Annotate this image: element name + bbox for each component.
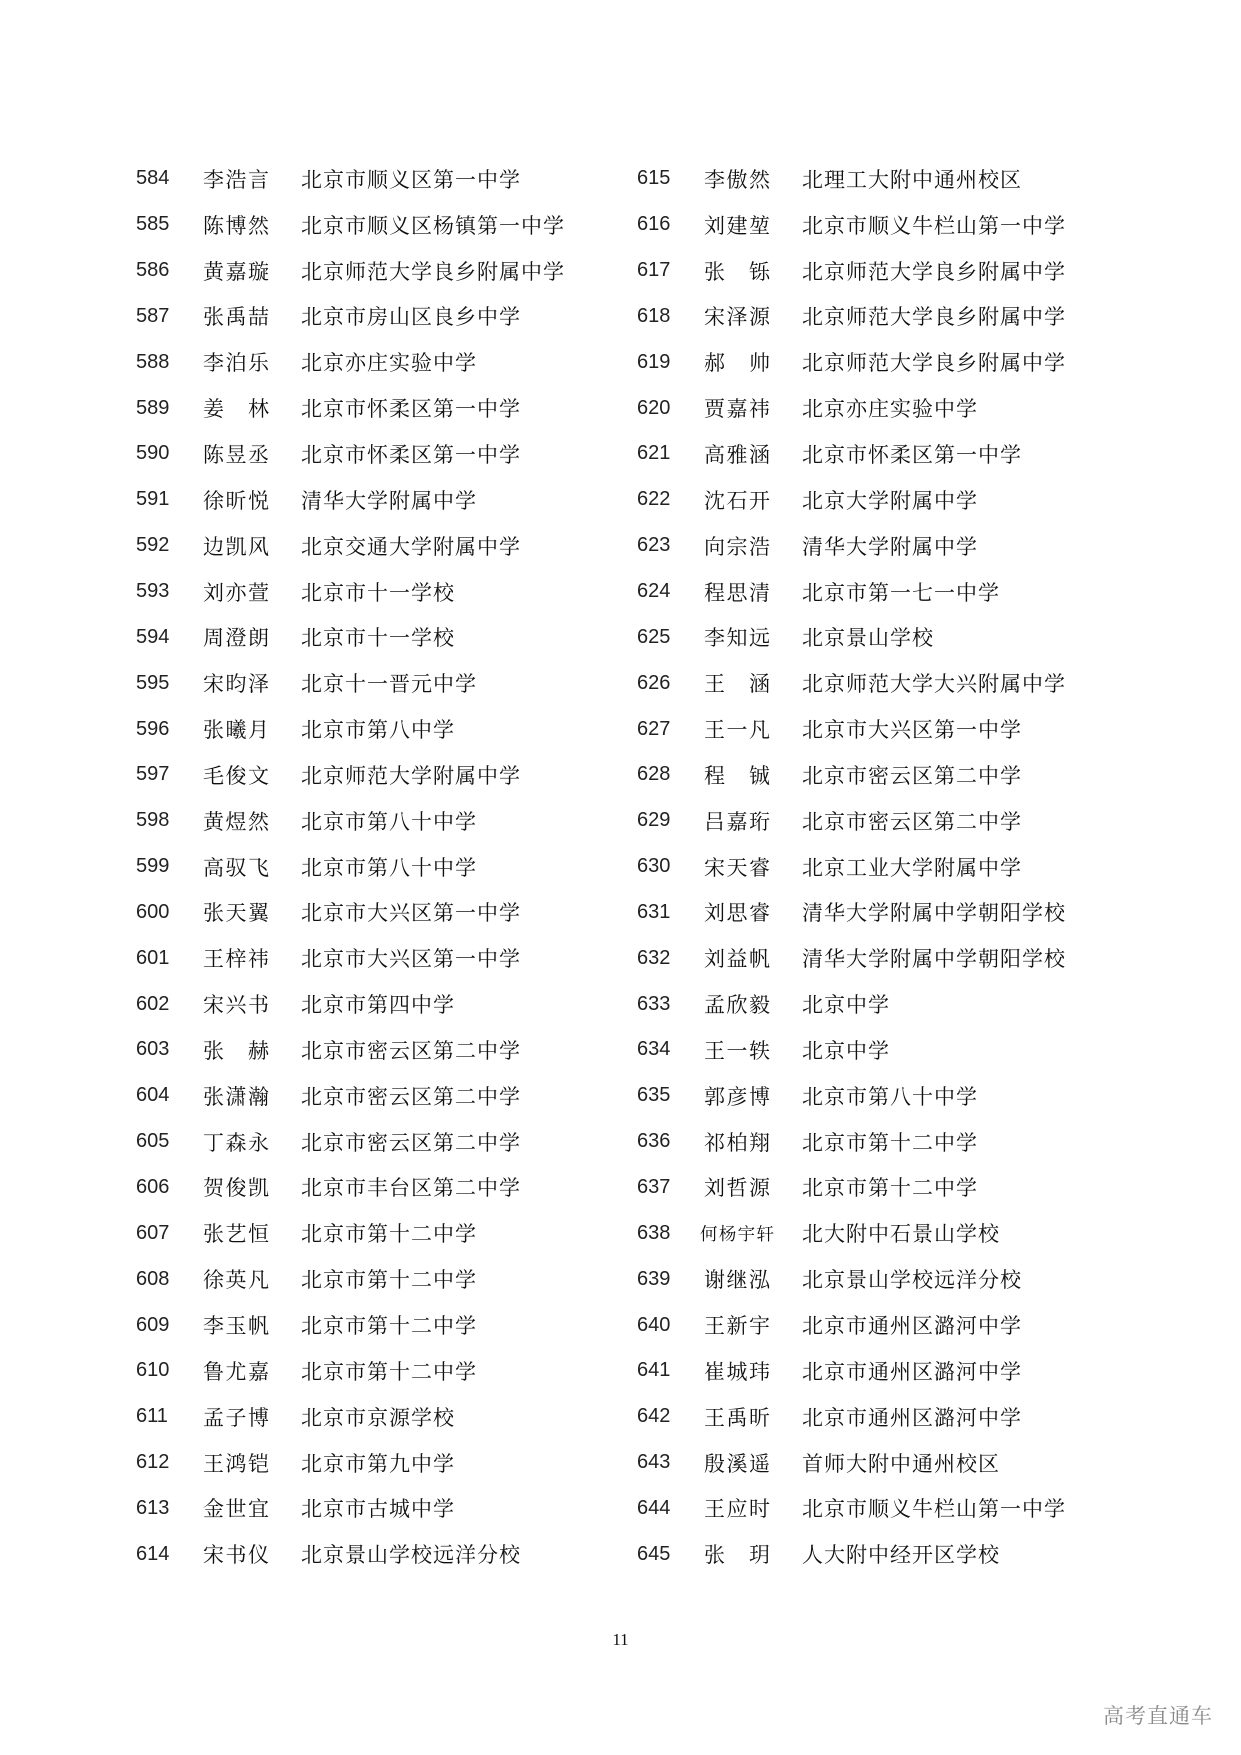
school-cell: 北京市京源学校 xyxy=(301,1405,455,1430)
name-cell: 高雅涵 xyxy=(704,442,770,467)
list-item xyxy=(136,339,565,385)
number-cell: 618 xyxy=(637,304,671,327)
number-cell: 602 xyxy=(136,992,170,1015)
list-item xyxy=(637,202,1066,248)
name-cell: 李泊乐 xyxy=(203,351,269,376)
school-cell: 北京亦庄实验中学 xyxy=(802,397,978,422)
name-cell: 李玉帆 xyxy=(203,1314,269,1339)
number-cell: 643 xyxy=(637,1451,671,1474)
name-cell: 徐昕悦 xyxy=(203,488,269,513)
number-cell: 636 xyxy=(637,1130,671,1153)
name-cell: 王应时 xyxy=(704,1497,770,1522)
school-cell: 北京市怀柔区第一中学 xyxy=(802,442,1022,467)
number-cell: 620 xyxy=(637,396,671,419)
number-cell: 589 xyxy=(136,396,170,419)
name-cell: 张赫 xyxy=(203,1038,269,1063)
name-cell: 黄嘉璇 xyxy=(203,259,269,284)
name-cell: 金世宜 xyxy=(203,1497,269,1522)
number-cell: 606 xyxy=(136,1175,170,1198)
list-item xyxy=(637,844,1066,890)
number-cell: 612 xyxy=(136,1451,170,1474)
number-cell: 615 xyxy=(637,167,671,190)
list-item xyxy=(136,1485,565,1531)
name-cell: 刘益帆 xyxy=(704,947,770,972)
school-cell: 北京师范大学良乡附属中学 xyxy=(802,305,1066,330)
school-cell: 北京市怀柔区第一中学 xyxy=(301,442,521,467)
school-cell: 北京景山学校远洋分校 xyxy=(301,1543,521,1568)
school-cell: 北京大学附属中学 xyxy=(802,488,978,513)
number-cell: 597 xyxy=(136,763,170,786)
name-cell: 王一凡 xyxy=(704,718,770,743)
list-item xyxy=(136,431,565,477)
name-cell: 张玥 xyxy=(704,1543,770,1568)
number-cell: 640 xyxy=(637,1313,671,1336)
list-item xyxy=(136,614,565,660)
list-item xyxy=(637,935,1066,981)
school-cell: 北京市第十二中学 xyxy=(301,1222,477,1247)
number-cell: 584 xyxy=(136,167,170,190)
school-cell: 北京师范大学良乡附属中学 xyxy=(301,259,565,284)
name-cell: 张禹喆 xyxy=(203,305,269,330)
school-cell: 北京市密云区第二中学 xyxy=(802,809,1022,834)
list-item xyxy=(637,1440,1066,1486)
list-item xyxy=(637,294,1066,340)
school-cell: 北京市第十二中学 xyxy=(802,1130,978,1155)
left-column xyxy=(136,156,565,1577)
name-cell: 张艺恒 xyxy=(203,1222,269,1247)
name-cell: 向宗浩 xyxy=(704,534,770,559)
list-item xyxy=(136,1348,565,1394)
number-cell: 585 xyxy=(136,213,170,236)
name-cell: 何杨宇轩 xyxy=(700,1224,774,1245)
list-item xyxy=(136,1531,565,1577)
school-cell: 北京市第十二中学 xyxy=(301,1314,477,1339)
list-item xyxy=(637,385,1066,431)
name-cell: 高驭飞 xyxy=(203,855,269,880)
list-item xyxy=(637,1165,1066,1211)
school-cell: 北京市十一学校 xyxy=(301,626,455,651)
school-cell: 北大附中石景山学校 xyxy=(802,1222,1000,1247)
school-cell: 北京师范大学大兴附属中学 xyxy=(802,672,1066,697)
school-cell: 北京中学 xyxy=(802,1038,890,1063)
school-cell: 北京交通大学附属中学 xyxy=(301,534,521,559)
number-cell: 637 xyxy=(637,1175,671,1198)
name-cell: 张潇瀚 xyxy=(203,1084,269,1109)
list-item xyxy=(136,935,565,981)
school-cell: 人大附中经开区学校 xyxy=(802,1543,1000,1568)
name-cell: 毛俊文 xyxy=(203,763,269,788)
number-cell: 633 xyxy=(637,992,671,1015)
school-cell: 北京市通州区潞河中学 xyxy=(802,1405,1022,1430)
school-cell: 北京市第九中学 xyxy=(301,1451,455,1476)
name-cell: 王禹昕 xyxy=(704,1405,770,1430)
number-cell: 605 xyxy=(136,1130,170,1153)
school-cell: 北京景山学校远洋分校 xyxy=(802,1268,1022,1293)
number-cell: 645 xyxy=(637,1542,671,1565)
name-cell: 刘建堃 xyxy=(704,213,770,238)
number-cell: 619 xyxy=(637,350,671,373)
name-cell: 王涵 xyxy=(704,672,770,697)
number-cell: 626 xyxy=(637,671,671,694)
list-item xyxy=(637,1073,1066,1119)
name-cell: 王梓祎 xyxy=(203,947,269,972)
school-cell: 北京市第八十中学 xyxy=(301,809,477,834)
school-cell: 北京市顺义牛栏山第一中学 xyxy=(802,213,1066,238)
list-item xyxy=(637,431,1066,477)
list-item xyxy=(637,156,1066,202)
name-cell: 李知远 xyxy=(704,626,770,651)
name-cell: 孟欣毅 xyxy=(704,993,770,1018)
school-cell: 北京师范大学良乡附属中学 xyxy=(802,351,1066,376)
school-cell: 北京市第十二中学 xyxy=(301,1359,477,1384)
school-cell: 北京市第八十中学 xyxy=(802,1084,978,1109)
school-cell: 北京市大兴区第一中学 xyxy=(802,718,1022,743)
name-cell: 郭彦博 xyxy=(704,1084,770,1109)
number-cell: 641 xyxy=(637,1359,671,1382)
school-cell: 北京市第十二中学 xyxy=(802,1176,978,1201)
number-cell: 608 xyxy=(136,1267,170,1290)
number-cell: 609 xyxy=(136,1313,170,1336)
name-cell: 郝帅 xyxy=(704,351,770,376)
list-item xyxy=(136,1256,565,1302)
number-cell: 629 xyxy=(637,809,671,832)
name-cell: 王新宇 xyxy=(704,1314,770,1339)
school-cell: 北京市十一学校 xyxy=(301,580,455,605)
number-cell: 613 xyxy=(136,1496,170,1519)
school-cell: 北京市顺义区第一中学 xyxy=(301,167,521,192)
list-item xyxy=(637,1210,1066,1256)
name-cell: 宋书仪 xyxy=(203,1543,269,1568)
list-item xyxy=(637,1027,1066,1073)
number-cell: 617 xyxy=(637,259,671,282)
list-item xyxy=(136,1440,565,1486)
number-cell: 586 xyxy=(136,259,170,282)
school-cell: 北京市怀柔区第一中学 xyxy=(301,397,521,422)
name-cell: 殷溪遥 xyxy=(704,1451,770,1476)
number-cell: 634 xyxy=(637,1038,671,1061)
name-cell: 王鸿铠 xyxy=(203,1451,269,1476)
name-cell: 沈石开 xyxy=(704,488,770,513)
number-cell: 607 xyxy=(136,1221,170,1244)
number-cell: 621 xyxy=(637,442,671,465)
number-cell: 611 xyxy=(136,1405,168,1428)
number-cell: 588 xyxy=(136,350,170,373)
number-cell: 638 xyxy=(637,1221,671,1244)
name-cell: 孟子博 xyxy=(203,1405,269,1430)
list-item xyxy=(637,1302,1066,1348)
list-item xyxy=(637,614,1066,660)
school-cell: 北理工大附中通州校区 xyxy=(802,167,1022,192)
name-cell: 宋兴书 xyxy=(203,993,269,1018)
school-cell: 北京亦庄实验中学 xyxy=(301,351,477,376)
school-cell: 北京市丰台区第二中学 xyxy=(301,1176,521,1201)
name-cell: 李浩言 xyxy=(203,167,269,192)
name-cell: 谢继泓 xyxy=(704,1268,770,1293)
list-item xyxy=(637,339,1066,385)
number-cell: 610 xyxy=(136,1359,170,1382)
name-cell: 崔城玮 xyxy=(704,1359,770,1384)
list-item xyxy=(637,798,1066,844)
list-item xyxy=(136,844,565,890)
page-number: 11 xyxy=(612,1630,629,1649)
school-cell: 北京师范大学附属中学 xyxy=(301,763,521,788)
school-cell: 北京市密云区第二中学 xyxy=(301,1084,521,1109)
list-item xyxy=(136,1119,565,1165)
name-cell: 宋天睿 xyxy=(704,855,770,880)
list-item xyxy=(637,1348,1066,1394)
number-cell: 603 xyxy=(136,1038,170,1061)
school-cell: 清华大学附属中学朝阳学校 xyxy=(802,901,1066,926)
school-cell: 北京市通州区潞河中学 xyxy=(802,1314,1022,1339)
school-cell: 北京市第十二中学 xyxy=(301,1268,477,1293)
name-cell: 边凯风 xyxy=(203,534,269,559)
name-cell: 宋泽源 xyxy=(704,305,770,330)
list-item xyxy=(136,156,565,202)
list-item xyxy=(637,569,1066,615)
number-cell: 625 xyxy=(637,625,671,648)
school-cell: 北京市第八十中学 xyxy=(301,855,477,880)
list-item xyxy=(136,248,565,294)
number-cell: 622 xyxy=(637,488,671,511)
name-cell: 王一轶 xyxy=(704,1038,770,1063)
name-cell: 吕嘉珩 xyxy=(704,809,770,834)
list-item xyxy=(136,706,565,752)
list-item xyxy=(637,248,1066,294)
name-cell: 张天翼 xyxy=(203,901,269,926)
number-cell: 590 xyxy=(136,442,170,465)
number-cell: 594 xyxy=(136,625,170,648)
name-cell: 黄煜然 xyxy=(203,809,269,834)
school-cell: 北京市第八中学 xyxy=(301,718,455,743)
school-cell: 北京市古城中学 xyxy=(301,1497,455,1522)
list-item xyxy=(637,1485,1066,1531)
list-item xyxy=(136,1027,565,1073)
number-cell: 601 xyxy=(136,946,170,969)
name-cell: 张曦月 xyxy=(203,718,269,743)
name-cell: 周澄朗 xyxy=(203,626,269,651)
school-cell: 清华大学附属中学 xyxy=(301,488,477,513)
name-cell: 丁森永 xyxy=(203,1130,269,1155)
list-item xyxy=(637,1256,1066,1302)
number-cell: 631 xyxy=(637,900,671,923)
number-cell: 595 xyxy=(136,671,170,694)
school-cell: 清华大学附属中学朝阳学校 xyxy=(802,947,1066,972)
name-cell: 贾嘉祎 xyxy=(704,397,770,422)
name-cell: 刘亦萱 xyxy=(203,580,269,605)
list-item xyxy=(637,981,1066,1027)
list-item xyxy=(136,569,565,615)
number-cell: 593 xyxy=(136,580,170,603)
number-cell: 639 xyxy=(637,1267,671,1290)
list-item xyxy=(637,1394,1066,1440)
name-cell: 宋昀泽 xyxy=(203,672,269,697)
school-cell: 北京市第一七一中学 xyxy=(802,580,1000,605)
name-cell: 张铄 xyxy=(704,259,770,284)
school-cell: 北京十一晋元中学 xyxy=(301,672,477,697)
school-cell: 首师大附中通州校区 xyxy=(802,1451,1000,1476)
list-item xyxy=(136,798,565,844)
school-cell: 北京市顺义牛栏山第一中学 xyxy=(802,1497,1066,1522)
list-item xyxy=(136,202,565,248)
school-cell: 北京师范大学良乡附属中学 xyxy=(802,259,1066,284)
number-cell: 628 xyxy=(637,763,671,786)
name-cell: 李傲然 xyxy=(704,167,770,192)
number-cell: 614 xyxy=(136,1542,170,1565)
number-cell: 642 xyxy=(637,1405,671,1428)
school-cell: 北京市顺义区杨镇第一中学 xyxy=(301,213,565,238)
list-item xyxy=(136,523,565,569)
name-cell: 鲁尤嘉 xyxy=(203,1359,269,1384)
list-item xyxy=(136,890,565,936)
name-cell: 陈昱丞 xyxy=(203,442,269,467)
number-cell: 591 xyxy=(136,488,170,511)
school-cell: 北京工业大学附属中学 xyxy=(802,855,1022,880)
list-item xyxy=(136,1394,565,1440)
number-cell: 596 xyxy=(136,717,170,740)
list-item xyxy=(136,1165,565,1211)
school-cell: 北京市密云区第二中学 xyxy=(301,1038,521,1063)
right-column xyxy=(637,156,1066,1577)
name-cell: 祁柏翔 xyxy=(704,1130,770,1155)
number-cell: 600 xyxy=(136,900,170,923)
list-item xyxy=(136,477,565,523)
name-cell: 刘思睿 xyxy=(704,901,770,926)
number-cell: 616 xyxy=(637,213,671,236)
name-cell: 程思清 xyxy=(704,580,770,605)
number-cell: 599 xyxy=(136,855,170,878)
list-item xyxy=(637,890,1066,936)
school-cell: 北京市大兴区第一中学 xyxy=(301,947,521,972)
list-item xyxy=(136,1073,565,1119)
name-cell: 陈博然 xyxy=(203,213,269,238)
school-cell: 北京市密云区第二中学 xyxy=(802,763,1022,788)
number-cell: 644 xyxy=(637,1496,671,1519)
number-cell: 598 xyxy=(136,809,170,832)
name-cell: 程铖 xyxy=(704,763,770,788)
list-item xyxy=(637,1119,1066,1165)
number-cell: 592 xyxy=(136,534,170,557)
list-item xyxy=(637,660,1066,706)
school-cell: 清华大学附属中学 xyxy=(802,534,978,559)
number-cell: 627 xyxy=(637,717,671,740)
number-cell: 630 xyxy=(637,855,671,878)
list-item xyxy=(136,660,565,706)
name-cell: 徐英凡 xyxy=(203,1268,269,1293)
school-cell: 北京市大兴区第一中学 xyxy=(301,901,521,926)
name-cell: 贺俊凯 xyxy=(203,1176,269,1201)
watermark: 高考直通车 xyxy=(1103,1704,1213,1728)
number-cell: 632 xyxy=(637,946,671,969)
school-cell: 北京市房山区良乡中学 xyxy=(301,305,521,330)
list-item xyxy=(136,981,565,1027)
number-cell: 604 xyxy=(136,1084,170,1107)
list-item xyxy=(136,385,565,431)
list-item xyxy=(136,1302,565,1348)
list-item xyxy=(637,706,1066,752)
list-item xyxy=(637,477,1066,523)
list-item xyxy=(136,752,565,798)
list-item xyxy=(637,523,1066,569)
number-cell: 624 xyxy=(637,580,671,603)
school-cell: 北京中学 xyxy=(802,993,890,1018)
school-cell: 北京市通州区潞河中学 xyxy=(802,1359,1022,1384)
school-cell: 北京景山学校 xyxy=(802,626,934,651)
school-cell: 北京市第四中学 xyxy=(301,993,455,1018)
list-item xyxy=(637,752,1066,798)
list-item xyxy=(637,1531,1066,1577)
list-item xyxy=(136,294,565,340)
name-cell: 刘哲源 xyxy=(704,1176,770,1201)
number-cell: 635 xyxy=(637,1084,671,1107)
number-cell: 623 xyxy=(637,534,671,557)
number-cell: 587 xyxy=(136,304,170,327)
list-item xyxy=(136,1210,565,1256)
name-cell: 姜林 xyxy=(203,397,269,422)
school-cell: 北京市密云区第二中学 xyxy=(301,1130,521,1155)
